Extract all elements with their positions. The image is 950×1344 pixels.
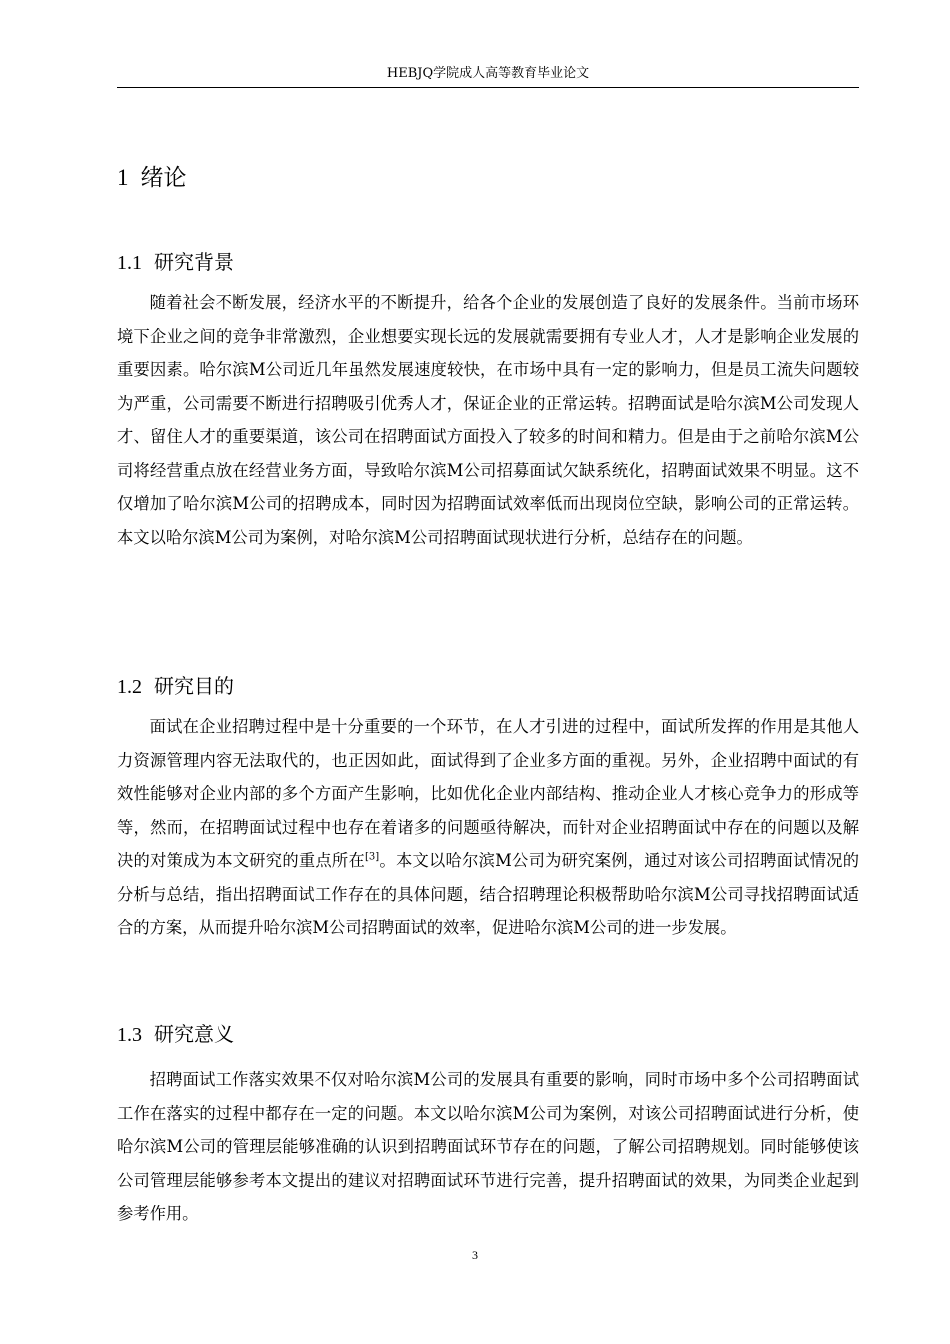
paragraph-text: 面试在企业招聘过程中是十分重要的一个环节，在人才引进的过程中，面试所发挥的作用是其他人力资源管理内容无法取代的，也正因如此，面试得到了企业多方面的重视。另外，企业招聘中面试的有效性能够对企业内部的多个方面产生影响，比如优化企业内部结构、推动企业人才核心竞争力的形成等等，然而，在招聘面试过程中也存在着诸多的问题亟待解决，而针对企业招聘面试中存在的问题以及解决的对策成为本文研究的重点所在 [117,717,859,870]
page-number: 3 [472,1248,478,1262]
chapter-number: 1 [117,165,129,190]
section-title: 研究意义 [154,1022,234,1046]
section-paragraph-significance: 招聘面试工作落实效果不仅对哈尔滨M公司的发展具有重要的影响，同时市场中多个公司招聘面试工作在落实的过程中都存在一定的问题。本文以哈尔滨M公司为案例，对该公司招聘面试进行分析，使哈尔滨M公司的管理层能够准确的认识到招聘面试环节存在的问题，了解公司招聘规划。同时能够使该公司管理层能够参考本文提出的建议对招聘面试环节进行完善，提升招聘面试的效果，为同类企业起到参考作用。 [117,1070,859,1223]
citation-mark: [3] [364,851,380,863]
header-divider [117,87,859,88]
paragraph-text: 。本文以哈尔滨M公司为研究案例，通过对该公司招聘面试情况的分析与总结，指出招聘面试工作存在的具体问题，结合招聘理论积极帮助哈尔滨M公司寻找招聘面试适合的方案，从而提升哈尔滨M公司招聘面试的效率，促进哈尔滨M公司的进一步发展。 [117,851,859,937]
section-paragraph-background: 随着社会不断发展，经济水平的不断提升，给各个企业的发展创造了良好的发展条件。当前市场环境下企业之间的竞争非常激烈，企业想要实现长远的发展就需要拥有专业人才，人才是影响企业发展的重要因素。哈尔滨M公司近几年虽然发展速度较快，在市场中具有一定的影响力，但是员工流失问题较为严重，公司需要不断进行招聘吸引优秀人才，保证企业的正常运转。招聘面试是哈尔滨M公司发现人才、留住人才的重要渠道，该公司在招聘面试方面投入了较多的时间和精力。但是由于之前哈尔滨M公司将经营重点放在经营业务方面，导致哈尔滨M公司招募面试欠缺系统化，招聘面试效果不明显。这不仅增加了哈尔滨M公司的招聘成本，同时因为招聘面试效率低而出现岗位空缺，影响公司的正常运转。本文以哈尔滨M公司为案例，对哈尔滨M公司招聘面试现状进行分析，总结存在的问题。 [117,293,859,547]
section-number: 1.1 [117,252,142,274]
section-title: 研究背景 [154,250,234,274]
page-header: HEBJQ学院成人高等教育毕业论文 [386,66,590,81]
section-title: 研究目的 [154,674,234,698]
section-heading-1-3 [117,1018,234,1051]
section-paragraph-purpose [117,710,859,945]
section-heading-1-1 [117,246,234,279]
section-number: 1.2 [117,676,142,698]
chapter-title: 绪论 [140,165,187,191]
section-number: 1.3 [117,1024,142,1046]
section-heading-1-2 [117,670,234,703]
chapter-heading [117,160,187,196]
